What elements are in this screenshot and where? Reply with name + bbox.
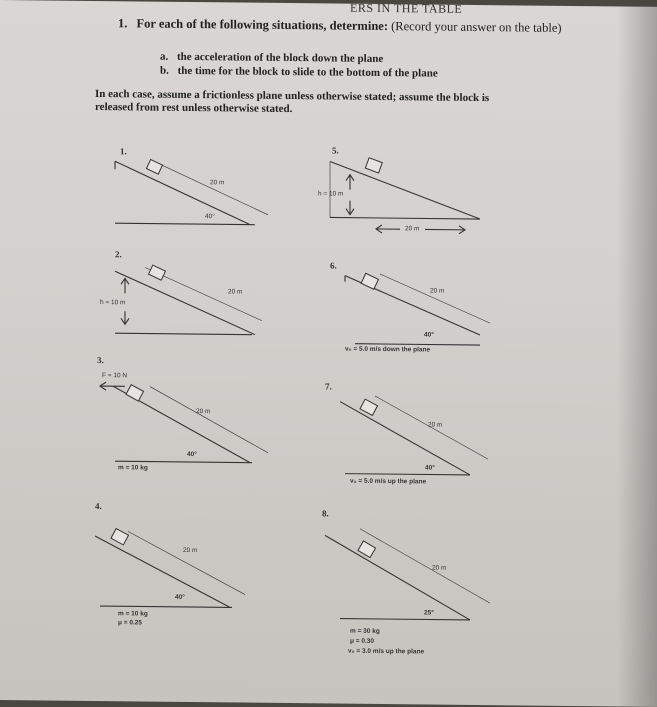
diagram-3-length: 20 m (196, 408, 210, 415)
question-text: For each of the following situations, determine: (137, 16, 388, 33)
diagram-1-angle: 40° (205, 213, 215, 220)
diagram-3-mass: m = 10 kg (118, 464, 148, 471)
part-b-label: b. (160, 65, 169, 77)
diagram-5-incline (330, 157, 480, 234)
question-number: 1. (118, 16, 127, 30)
diagram-7-incline (340, 396, 488, 476)
diagram-4-mass: m = 10 kg (118, 610, 148, 617)
diagram-5-height: h = 10 m (318, 190, 343, 197)
diagram-7-number: 7. (325, 381, 332, 391)
diagram-7-velocity: v₀ = 5.0 m/s up the plane (350, 478, 426, 486)
header-fragment: ERS IN THE TABLE (350, 1, 462, 17)
diagram-1-number: 1. (120, 146, 127, 156)
diagram-6-incline (345, 273, 490, 345)
diagram-4-number: 4. (95, 501, 102, 511)
instruction-line-1: In each case, assume a frictionless plane unless otherwise stated; assume the block is (95, 88, 545, 106)
diagram-8-friction: μ = 0.30 (350, 638, 374, 645)
diagram-6-length: 20 m (430, 288, 444, 295)
diagram-8-length: 20 m (432, 565, 446, 572)
diagram-3-force: F = 10 N (102, 372, 127, 379)
diagram-6-velocity: v₀ = 5.0 m/s down the plane (345, 346, 430, 354)
diagram-7-length: 20 m (428, 421, 442, 428)
diagram-5-base: 20 m (405, 225, 419, 232)
diagram-3-number: 3. (97, 355, 104, 365)
diagram-8-velocity: v₀ = 3.0 m/s up the plane (348, 648, 424, 656)
instruction-line-2: released from rest unless otherwise stated. (95, 101, 545, 119)
diagram-8-mass: m = 30 kg (350, 628, 380, 635)
part-a-label: a. (160, 51, 168, 63)
question-note: (Record your answer on the table) (391, 19, 561, 35)
diagram-1-length: 20 m (210, 179, 224, 186)
diagram-8-number: 8. (322, 508, 329, 518)
diagram-4-friction: μ = 0.25 (118, 619, 142, 626)
diagram-4-incline (95, 528, 245, 607)
diagram-6-number: 6. (330, 260, 337, 270)
diagram-4-angle: 40° (175, 594, 185, 601)
diagram-2-number: 2. (115, 249, 122, 259)
page-shadow (617, 6, 657, 706)
diagram-2-height: h = 10 m (100, 299, 125, 306)
diagram-8-angle: 25° (424, 609, 434, 616)
diagram-3-angle: 40° (187, 451, 197, 458)
diagram-8-incline (325, 528, 490, 620)
diagram-7-angle: 40° (425, 464, 435, 471)
diagram-6-angle: 40° (424, 331, 434, 338)
diagram-1-incline (115, 159, 268, 225)
diagram-3-incline (100, 382, 268, 463)
diagram-2-length: 20 m (228, 288, 242, 295)
part-a-text: the acceleration of the block down the plane (177, 51, 383, 65)
diagram-2-incline (115, 265, 262, 335)
diagram-4-length: 20 m (183, 547, 197, 554)
diagram-5-number: 5. (332, 145, 339, 155)
part-b-text: the time for the block to slide to the bottom of the plane (178, 65, 438, 80)
